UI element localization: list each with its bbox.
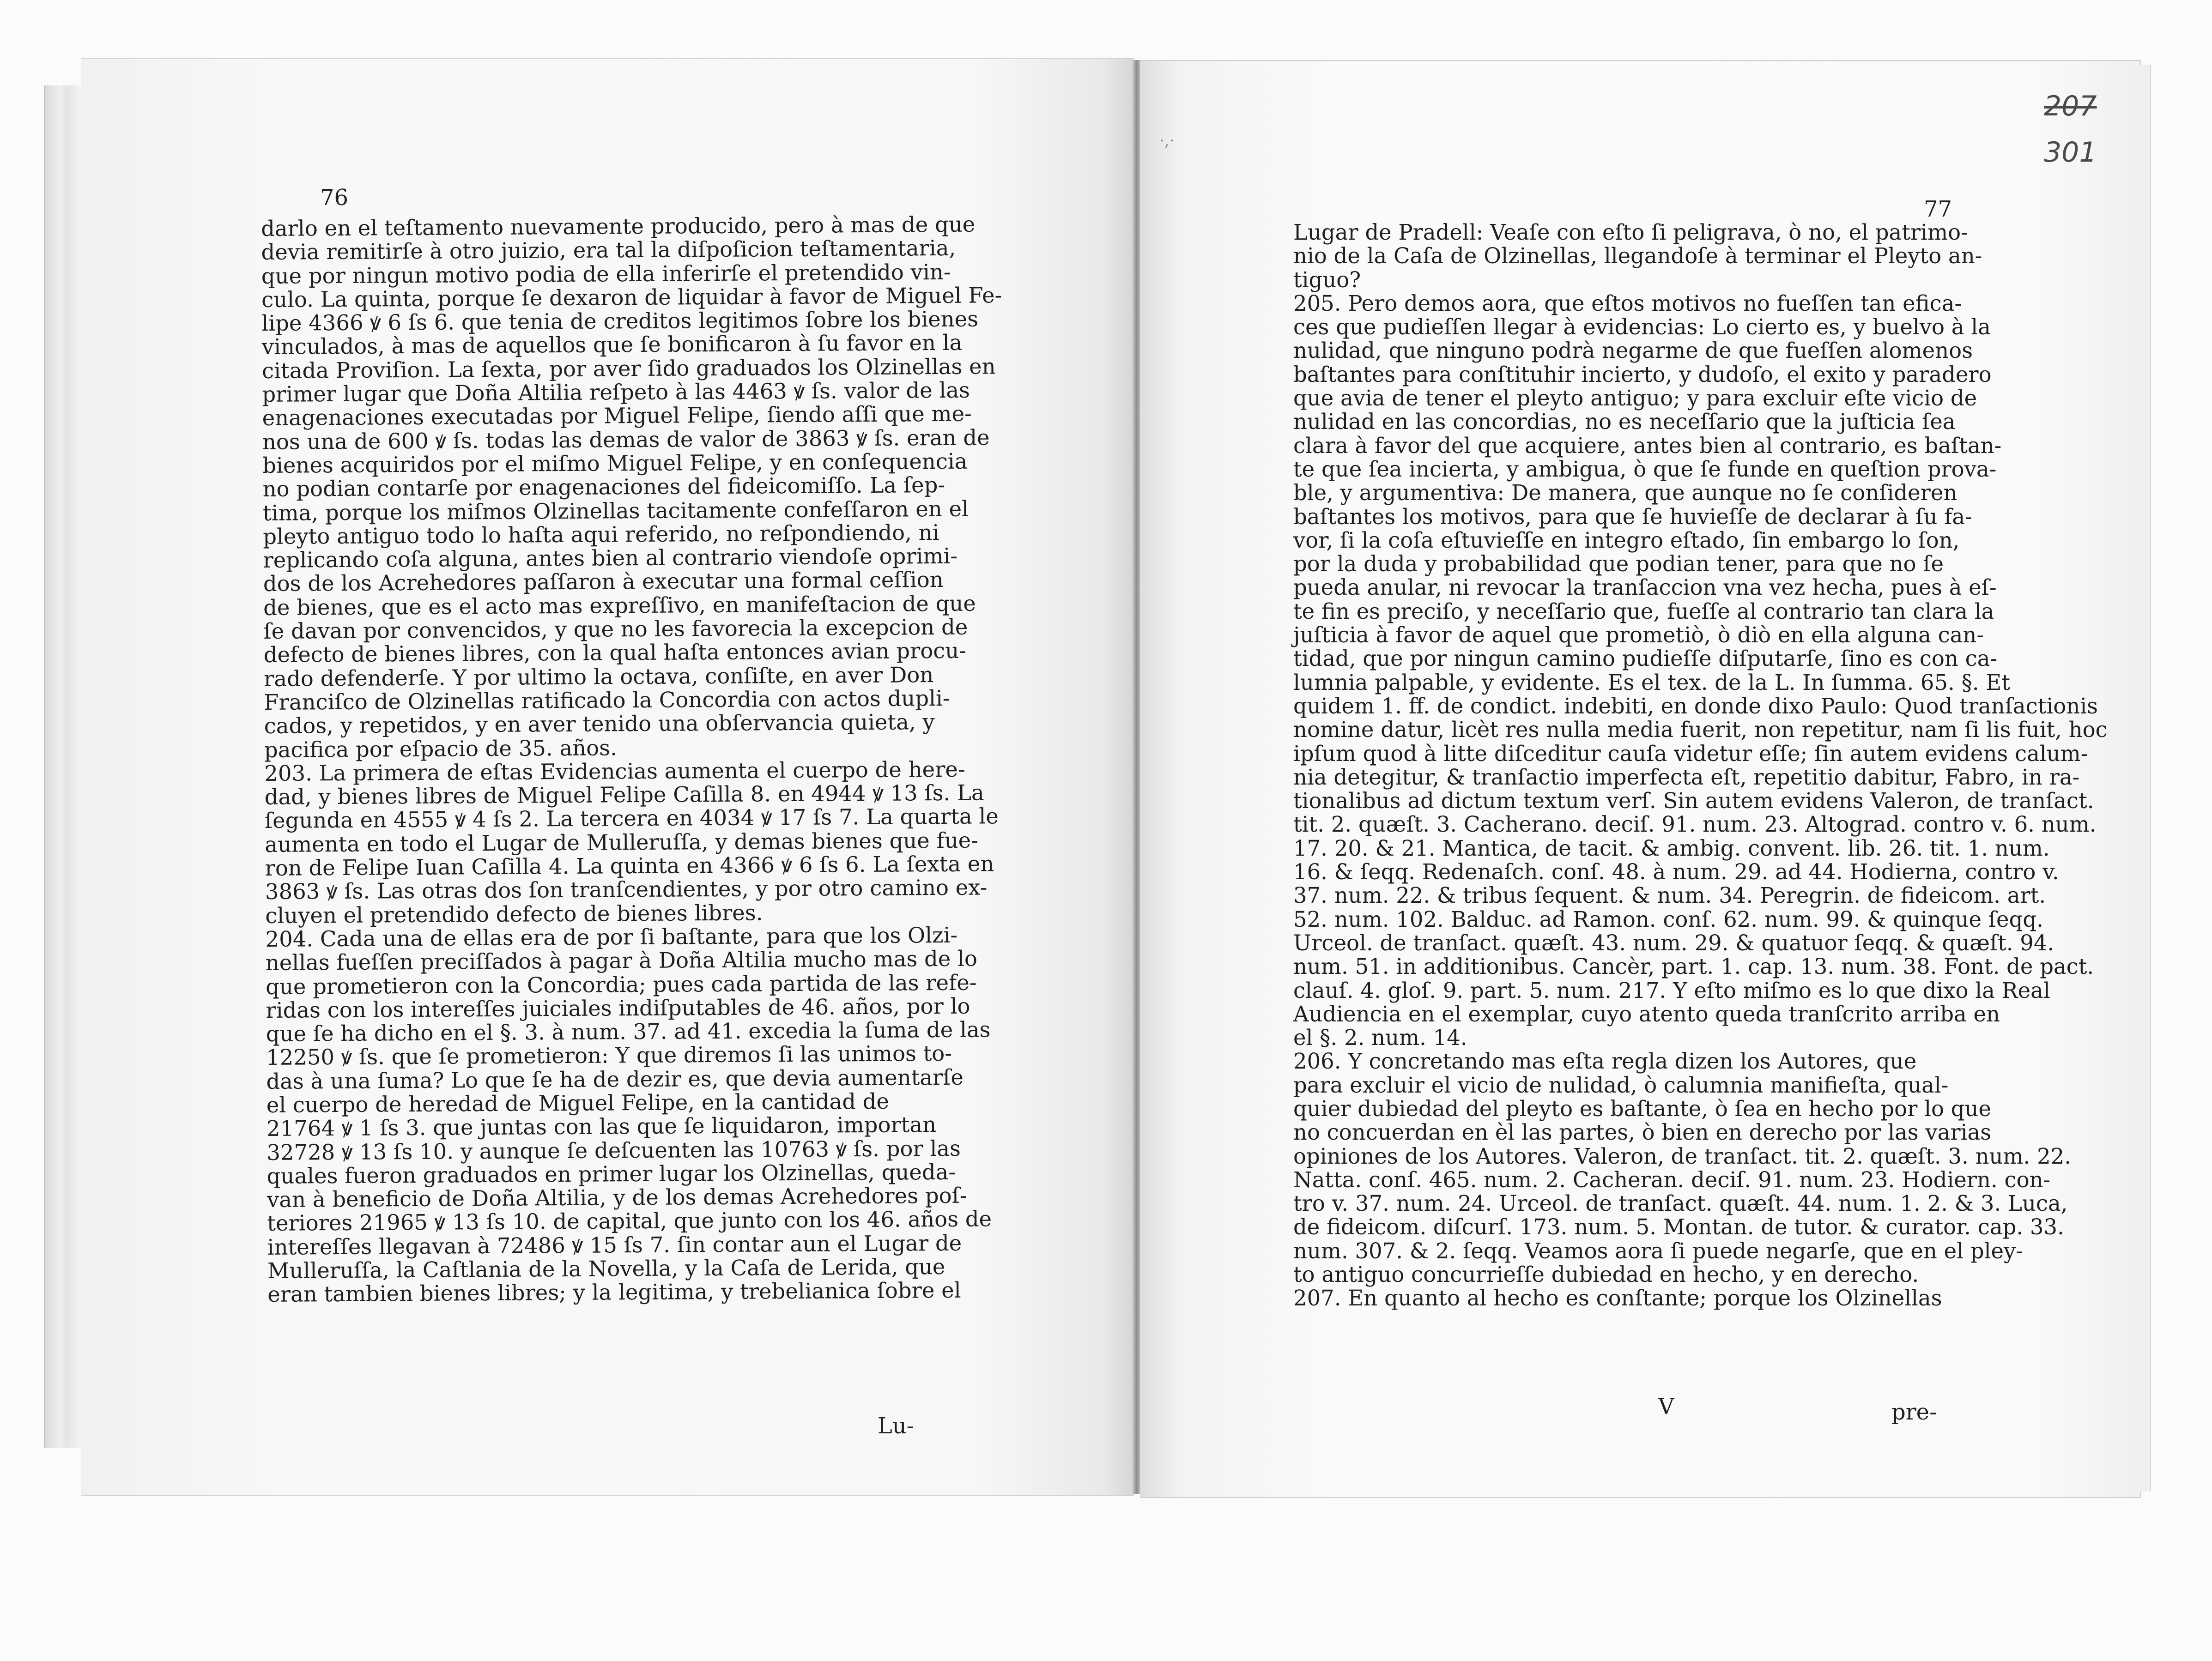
text-line: enagenaciones executadas por Miguel Felipe, ſiendo aſſi que me- — [262, 401, 972, 431]
text-line: 37. num. 22. & tribus ſequent. & num. 34. Peregrin. de fideicom. art. — [1293, 883, 2046, 908]
text-line: el cuerpo de heredad de Miguel Felipe, en la cantidad de — [266, 1088, 890, 1117]
text-line: darlo en el teſtamento nuevamente producido, pero à mas de que — [261, 211, 976, 241]
text-line: ipſum quod à litte diſceditur cauſa videtur eſſe; ſin autem evidens calum- — [1293, 741, 2088, 766]
text-line: nia detegitur, & tranſactio imperfecta eſt, repetitio dabitur, Fabro, in ra- — [1293, 764, 2080, 790]
text-line: ble, y argumentiva: De manera, que aunque no ſe conſideren — [1293, 480, 1957, 506]
text-line: quidem 1. ff. de condict. indebiti, en donde dixo Paulo: Quod tranſactionis — [1293, 693, 2098, 719]
text-line: ron de Felipe Iuan Caſilla 4. La quinta en 4366 ꝟ 6 ſs 6. La ſexta en — [265, 851, 994, 881]
text-line: por la duda y probabilidad que podian tener, para que no ſe — [1293, 551, 1944, 577]
text-line: 203. La primera de eſtas Evidencias aumenta el cuerpo de here- — [264, 756, 965, 786]
text-line: te que ſea incierta, y ambigua, ò que ſe funde en queſtion prova- — [1293, 456, 1997, 482]
text-line: ces que pudieſſen llegar à evidencias: Lo cierto es, y buelvo à la — [1293, 314, 1991, 340]
text-line: 3863 ꝟ ſs. Las otras dos ſon tranſcendientes, y por otro camino ex- — [265, 875, 988, 905]
text-line: tidad, que por ningun camino pudieſſe diſputarſe, ſino es con ca- — [1293, 646, 1998, 671]
text-line: nulidad, que ninguno podrà negarme de que fueſſen alomenos — [1293, 338, 1973, 363]
text-line: el §. 2. num. 14. — [1293, 1025, 1467, 1051]
text-line: teriores 21965 ꝟ 13 ſs 10. de capital, que junto con los 46. años de — [267, 1206, 992, 1236]
text-line: num. 307. & 2. ſeqq. Veamos aora ſi puede negarſe, que en el pley- — [1293, 1238, 2023, 1263]
text-line: quales fueron graduados en primer lugar los Olzinellas, queda- — [267, 1159, 956, 1189]
text-line: 16. & ſeqq. Redenaſch. conſ. 48. à num. 29. ad 44. Hodierna, contro v. — [1293, 859, 2059, 885]
text-line: citada Proviſion. La ſexta, por aver ſido graduados los Olzinellas en — [261, 354, 996, 383]
text-line: primer lugar que Doña Altilia reſpeto à las 4463 ꝟ ſs. valor de las — [262, 377, 970, 407]
text-line: pacifica por eſpacio de 35. años. — [264, 735, 617, 762]
gutter-mark: ·,· — [1159, 132, 1175, 150]
text-line: para excluir el vicio de nulidad, ò calumnia manifieſta, qual- — [1293, 1072, 1949, 1098]
right-catchword: pre- — [1891, 1399, 1937, 1425]
text-line: eran tambien bienes libres; y la legitima, y trebelianica ſobre el — [267, 1278, 961, 1307]
text-line: num. 51. in additionibus. Cancèr, part. 1. cap. 13. num. 38. Font. de pact. — [1293, 954, 2094, 979]
left-catchword: Lu- — [878, 1413, 915, 1439]
text-line: nos una de 600 ꝟ ſs. todas las demas de valor de 3863 ꝟ ſs. eran de — [262, 425, 990, 454]
text-line: Audiencia en el exemplar, cuyo atento queda tranſcrito arriba en — [1293, 1001, 2000, 1027]
text-line: devia remitirſe à otro juizio, era tal la diſpoſicion teſtamentaria, — [261, 236, 956, 265]
text-line: Lugar de Pradell: Veaſe con eſto ſi peligrava, ò no, el patrimo- — [1293, 220, 1968, 245]
text-line: clauſ. 4. gloſ. 9. part. 5. num. 217. Y eſto miſmo es lo que dixo la Real — [1293, 978, 2050, 1003]
text-line: nellas fueſſen preciſſados à pagar à Doña Altilia mucho mas de lo — [265, 946, 978, 976]
text-line: no podian contarſe por enagenaciones del fideicomiſſo. La ſep- — [262, 472, 945, 502]
text-line: cados, y repetidos, y en aver tenido una obſervancia quieta, y — [264, 709, 935, 739]
text-line: bienes acquiridos por el miſmo Miguel Felipe, y en conſequencia — [262, 448, 968, 478]
text-line: cluyen el pretendido defecto de bienes libres. — [265, 900, 763, 928]
book-edge — [44, 85, 82, 1448]
text-line: tionalibus ad dictum textum verſ. Sin autem evidens Valeron, de tranſact. — [1293, 788, 2094, 814]
text-line: nomine datur, licèt res nulla media fuerit, non repetitur, nam ſi lis fuit, hoc — [1293, 717, 2108, 743]
page-edge — [2140, 65, 2151, 1492]
text-line: opiniones de los Autores. Valeron, de tranſact. tit. 2. quæſt. 3. num. 22. — [1293, 1143, 2072, 1169]
text-line: que avia de tener el pleyto antiguo; y para excluir eſte vicio de — [1293, 386, 1977, 411]
text-line: dad, y bienes libres de Miguel Felipe Caſilla 8. en 4944 ꝟ 13 ſs. La — [264, 780, 984, 810]
text-line: 17. 20. & 21. Mantica, de tacit. & ambig. convent. lib. 26. tit. 1. num. — [1293, 835, 2050, 861]
manuscript-folio-note: 301 — [2044, 136, 2097, 169]
text-line: lumnia palpable, y evidente. Es el tex. de la L. In ſumma. 65. §. Et — [1293, 670, 2011, 695]
left-page-text — [261, 211, 1002, 1307]
text-line: ſegunda en 4555 ꝟ 4 ſs 2. La tercera en 4034 ꝟ 17 ſs 7. La quarta le — [264, 803, 999, 834]
text-line: culo. La quinta, porque ſe dexaron de liquidar à favor de Miguel Fe- — [261, 283, 1002, 312]
text-line: ridas con los intereſſes juiciales indiſputables de 46. años, por lo — [266, 993, 970, 1023]
text-line: Franciſco de Olzinellas ratificado la Concordia con actos dupli- — [264, 685, 950, 715]
text-line: aumenta en todo el Lugar de Mulleruſſa, y demas bienes que fue- — [265, 827, 979, 857]
text-line: rado defenderſe. Y por ultimo la octava, conſiſte, en aver Don — [263, 662, 934, 691]
text-line: juſticia à favor de aquel que prometiò, ò diò en ella alguna can- — [1293, 622, 1984, 648]
right-page-text — [1293, 220, 2108, 1311]
text-line: pleyto antiguo todo lo haſta aqui referido, no reſpondiendo, ni — [263, 519, 939, 549]
text-line: que prometieron con la Concordia; pues cada partida de las refe- — [266, 970, 977, 999]
text-line: de fideicom. diſcurſ. 173. num. 5. Montan. de tutor. & curator. cap. 33. — [1293, 1214, 2064, 1240]
text-line: lipe 4366 ꝟ 6 ſs 6. que tenia de creditos legitimos ſobre los bienes — [261, 306, 979, 336]
left-page-number: 76 — [320, 185, 349, 211]
text-line: vor, ſi la coſa eſtuvieſſe en integro eſtado, ſin embargo lo ſon, — [1293, 527, 1960, 553]
right-page-number: 77 — [1924, 196, 1952, 222]
text-line: nulidad en las concordias, no es neceſſario que la juſticia ſea — [1293, 409, 1956, 435]
manuscript-folio-note: 207 — [2044, 90, 2097, 122]
text-line: de bienes, que es el acto mas expreſſivo, en manifeſtacion de que — [263, 591, 976, 620]
text-line: tro v. 37. num. 24. Urceol. de tranſact. quæſt. 44. num. 1. 2. & 3. Luca, — [1293, 1191, 2068, 1216]
text-line: Mulleruſſa, la Caſtlania de la Novella, y la Caſa de Lerida, que — [267, 1254, 945, 1284]
text-line: 205. Pero demos aora, que eſtos motivos no fueſſen tan efica- — [1293, 290, 1962, 316]
text-line: te fin es preciſo, y neceſſario que, fueſſe al contrario tan clara la — [1293, 598, 1994, 624]
text-line: Urceol. de tranſact. quæſt. 43. num. 29. & quatuor ſeqq. & quæſt. 94. — [1293, 930, 2054, 955]
text-line: van à beneficio de Doña Altilia, y de los demas Acrehedores poſ- — [267, 1183, 967, 1213]
text-line: intereſſes llegavan à 72486 ꝟ 15 ſs 7. ſin contar aun el Lugar de — [267, 1230, 962, 1260]
text-line: das à una ſuma? Lo que ſe ha de dezir es, que devia aumentarſe — [266, 1064, 964, 1094]
text-line: tit. 2. quæſt. 3. Cacherano. deciſ. 91. num. 23. Altograd. contro v. 6. num. — [1293, 812, 2097, 837]
text-line: 21764 ꝟ 1 ſs 3. que juntas con las que ſe liquidaron, importan — [266, 1112, 937, 1142]
text-line: 204. Cada una de ellas era de por ſi baſtante, para que los Olzi- — [265, 922, 958, 952]
text-line: tiguo? — [1293, 267, 1361, 292]
text-line: 207. En quanto al hecho es conſtante; porque los Olzinellas — [1293, 1286, 1942, 1311]
text-line: quier dubiedad del pleyto es baſtante, ò ſea en hecho por lo que — [1293, 1096, 1991, 1121]
text-line: defecto de bienes libres, con la qual haſta entonces avian procu- — [263, 638, 967, 668]
text-line: que ſe ha dicho en el §. 3. à num. 37. ad 41. excedia la ſuma de las — [266, 1017, 991, 1047]
text-line: 32728 ꝟ 13 ſs 10. y aunque ſe deſcuenten las 10763 ꝟ ſs. por las — [267, 1136, 961, 1165]
text-line: replicando coſa alguna, antes bien al contrario viendoſe oprimi- — [263, 543, 958, 573]
text-line: baſtantes para conſtituhir incierto, y dudoſo, el exito y paradero — [1293, 362, 1992, 387]
text-line: 206. Y concretando mas eſta regla dizen los Autores, que — [1293, 1049, 1917, 1074]
text-line: vinculados, à mas de aquellos que ſe bonificaron à ſu favor en la — [261, 330, 963, 360]
text-line: pueda anular, ni revocar la tranſaccion vna vez hecha, pues à eſ- — [1293, 575, 1997, 600]
text-line: nio de la Caſa de Olzinellas, llegandoſe à terminar el Pleyto an- — [1293, 243, 1982, 269]
signature-mark: V — [1658, 1394, 1674, 1419]
text-line: no concuerdan en èl las partes, ò bien en derecho por las varias — [1293, 1120, 1992, 1145]
text-line: tima, porque los miſmos Olzinellas tacitamente confeſſaron en el — [262, 496, 969, 525]
text-line: 52. num. 102. Balduc. ad Ramon. conſ. 62. num. 99. & quinque ſeqq. — [1293, 906, 2043, 932]
text-line: to antiguo concurrieſſe dubiedad en hecho, y en derecho. — [1293, 1262, 1919, 1287]
text-line: baſtantes los motivos, para que ſe huvieſſe de declarar à ſu fa- — [1293, 504, 1972, 529]
text-line: ſe davan por convencidos, y que no les favorecia la excepcion de — [263, 614, 968, 644]
text-line: que por ningun motivo podia de ella inferirſe el pretendido vin- — [261, 259, 951, 289]
text-line: dos de los Acrehedores paſſaron à executar una formal ceſſion — [263, 567, 944, 597]
text-line: Natta. conſ. 465. num. 2. Cacheran. deciſ. 91. num. 23. Hodiern. con- — [1293, 1167, 2051, 1192]
text-line: clara à favor del que acquiere, antes bien al contrario, es baſtan- — [1293, 433, 2002, 458]
text-line: 12250 ꝟ ſs. que ſe prometieron: Y que diremos ſi las unimos to- — [266, 1041, 952, 1070]
